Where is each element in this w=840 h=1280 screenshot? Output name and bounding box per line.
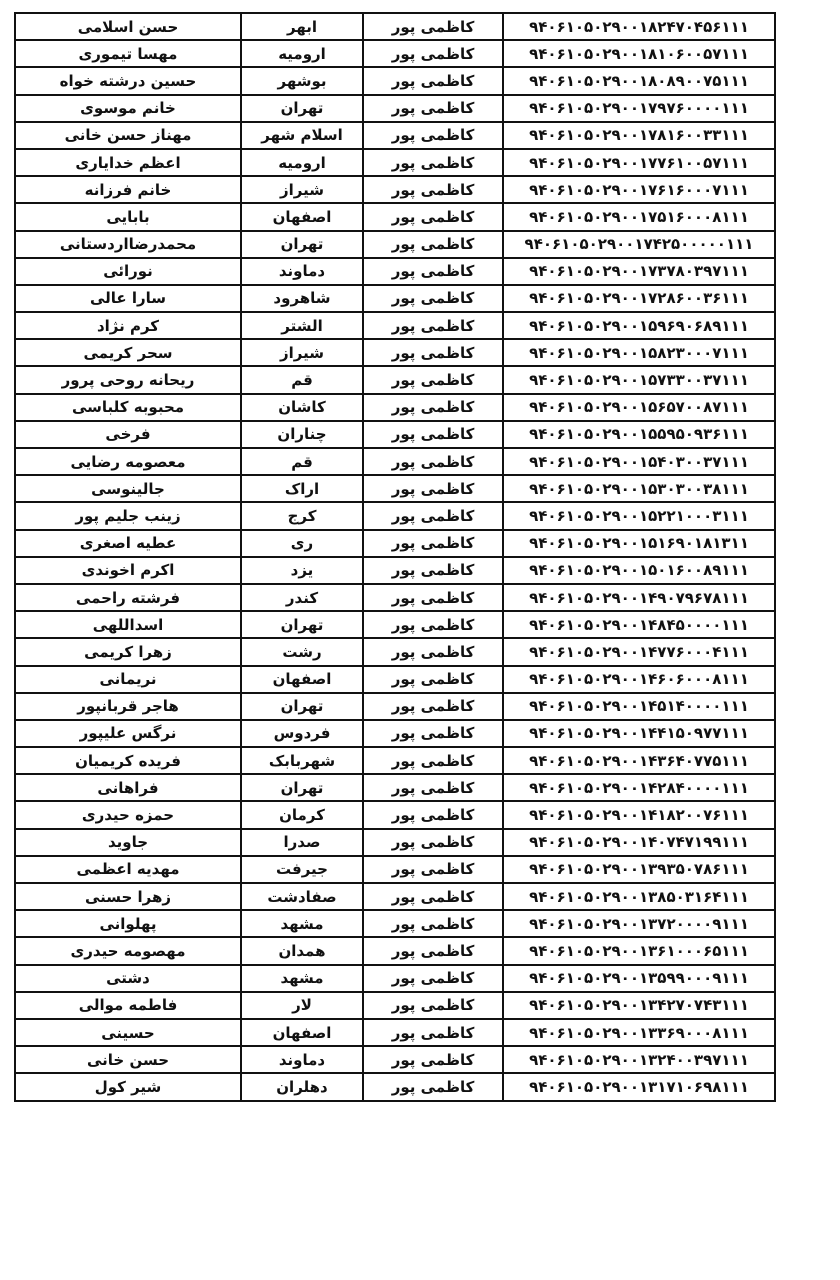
name-cell: اسداللهی [15, 611, 241, 638]
code-cell: ۹۴۰۶۱۰۵۰۲۹۰۰۱۴۰۷۴۷۱۹۹۱۱۱ [503, 829, 775, 856]
name-cell: حمزه حیدری [15, 801, 241, 828]
city-cell: کرمان [241, 801, 363, 828]
code-cell: ۹۴۰۶۱۰۵۰۲۹۰۰۱۷۹۷۶۰۰۰۰۱۱۱ [503, 95, 775, 122]
name-cell: اعظم خدایاری [15, 149, 241, 176]
surname-cell: کاظمی پور [363, 258, 503, 285]
name-cell: جاوید [15, 829, 241, 856]
table-row [15, 666, 775, 693]
surname-cell: کاظمی پور [363, 95, 503, 122]
surname-cell: کاظمی پور [363, 394, 503, 421]
code-cell: ۹۴۰۶۱۰۵۰۲۹۰۰۱۵۳۰۳۰۰۳۸۱۱۱ [503, 475, 775, 502]
code-cell: ۹۴۰۶۱۰۵۰۲۹۰۰۱۷۵۱۶۰۰۰۸۱۱۱ [503, 203, 775, 230]
table-row [15, 1073, 775, 1100]
city-cell: اسلام شهر [241, 122, 363, 149]
city-cell: مشهد [241, 965, 363, 992]
name-cell: نریمانی [15, 666, 241, 693]
city-cell: فردوس [241, 720, 363, 747]
table-row [15, 801, 775, 828]
code-cell: ۹۴۰۶۱۰۵۰۲۹۰۰۱۳۸۵۰۳۱۶۴۱۱۱ [503, 883, 775, 910]
city-cell: یزد [241, 557, 363, 584]
surname-cell: کاظمی پور [363, 720, 503, 747]
table-row [15, 149, 775, 176]
surname-cell: کاظمی پور [363, 176, 503, 203]
name-cell: سحر کریمی [15, 339, 241, 366]
name-cell: محبوبه کلباسی [15, 394, 241, 421]
name-cell: عطیه اصغری [15, 530, 241, 557]
table-row [15, 285, 775, 312]
city-cell: صفادشت [241, 883, 363, 910]
name-cell: حسن خانی [15, 1046, 241, 1073]
records-table-body [15, 13, 775, 1101]
surname-cell: کاظمی پور [363, 584, 503, 611]
name-cell: محمدرضااردستانی [15, 231, 241, 258]
surname-cell: کاظمی پور [363, 475, 503, 502]
name-cell: خانم موسوی [15, 95, 241, 122]
code-cell: ۹۴۰۶۱۰۵۰۲۹۰۰۱۴۷۷۶۰۰۰۴۱۱۱ [503, 638, 775, 665]
city-cell: تهران [241, 95, 363, 122]
code-cell: ۹۴۰۶۱۰۵۰۲۹۰۰۱۷۴۲۵۰۰۰۰۰۱۱۱ [503, 231, 775, 258]
surname-cell: کاظمی پور [363, 231, 503, 258]
surname-cell: کاظمی پور [363, 502, 503, 529]
table-row [15, 965, 775, 992]
surname-cell: کاظمی پور [363, 883, 503, 910]
code-cell: ۹۴۰۶۱۰۵۰۲۹۰۰۱۳۴۲۷۰۷۴۳۱۱۱ [503, 992, 775, 1019]
city-cell: تهران [241, 693, 363, 720]
surname-cell: کاظمی پور [363, 747, 503, 774]
surname-cell: کاظمی پور [363, 285, 503, 312]
name-cell: هاجر قربانپور [15, 693, 241, 720]
city-cell: رشت [241, 638, 363, 665]
surname-cell: کاظمی پور [363, 801, 503, 828]
code-cell: ۹۴۰۶۱۰۵۰۲۹۰۰۱۴۸۴۵۰۰۰۰۱۱۱ [503, 611, 775, 638]
code-cell: ۹۴۰۶۱۰۵۰۲۹۰۰۱۳۹۳۵۰۷۸۶۱۱۱ [503, 856, 775, 883]
code-cell: ۹۴۰۶۱۰۵۰۲۹۰۰۱۵۸۲۳۰۰۰۷۱۱۱ [503, 339, 775, 366]
city-cell: تهران [241, 774, 363, 801]
code-cell: ۹۴۰۶۱۰۵۰۲۹۰۰۱۴۳۶۴۰۷۷۵۱۱۱ [503, 747, 775, 774]
table-row [15, 475, 775, 502]
city-cell: همدان [241, 937, 363, 964]
name-cell: مهسا تیموری [15, 40, 241, 67]
name-cell: فرشته راحمی [15, 584, 241, 611]
city-cell: جیرفت [241, 856, 363, 883]
surname-cell: کاظمی پور [363, 421, 503, 448]
code-cell: ۹۴۰۶۱۰۵۰۲۹۰۰۱۳۳۶۹۰۰۰۸۱۱۱ [503, 1019, 775, 1046]
code-cell: ۹۴۰۶۱۰۵۰۲۹۰۰۱۳۵۹۹۰۰۰۹۱۱۱ [503, 965, 775, 992]
name-cell: نورائی [15, 258, 241, 285]
city-cell: اصفهان [241, 203, 363, 230]
code-cell: ۹۴۰۶۱۰۵۰۲۹۰۰۱۴۲۸۴۰۰۰۰۱۱۱ [503, 774, 775, 801]
name-cell: زهرا حسنی [15, 883, 241, 910]
name-cell: سارا عالی [15, 285, 241, 312]
code-cell: ۹۴۰۶۱۰۵۰۲۹۰۰۱۴۱۸۲۰۰۷۶۱۱۱ [503, 801, 775, 828]
surname-cell: کاظمی پور [363, 856, 503, 883]
city-cell: کرج [241, 502, 363, 529]
table-row [15, 829, 775, 856]
code-cell: ۹۴۰۶۱۰۵۰۲۹۰۰۱۵۴۰۳۰۰۳۷۱۱۱ [503, 448, 775, 475]
table-row [15, 1046, 775, 1073]
code-cell: ۹۴۰۶۱۰۵۰۲۹۰۰۱۵۹۶۹۰۶۸۹۱۱۱ [503, 312, 775, 339]
code-cell: ۹۴۰۶۱۰۵۰۲۹۰۰۱۳۱۷۱۰۶۹۸۱۱۱ [503, 1073, 775, 1100]
city-cell: ابهر [241, 13, 363, 40]
table-row [15, 394, 775, 421]
table-row [15, 856, 775, 883]
surname-cell: کاظمی پور [363, 693, 503, 720]
name-cell: فریده کریمیان [15, 747, 241, 774]
code-cell: ۹۴۰۶۱۰۵۰۲۹۰۰۱۵۰۱۶۰۰۸۹۱۱۱ [503, 557, 775, 584]
name-cell: زینب جلیم پور [15, 502, 241, 529]
name-cell: حسینی [15, 1019, 241, 1046]
code-cell: ۹۴۰۶۱۰۵۰۲۹۰۰۱۳۶۱۰۰۰۶۵۱۱۱ [503, 937, 775, 964]
name-cell: خانم فرزانه [15, 176, 241, 203]
surname-cell: کاظمی پور [363, 937, 503, 964]
name-cell: فاطمه موالی [15, 992, 241, 1019]
surname-cell: کاظمی پور [363, 1019, 503, 1046]
surname-cell: کاظمی پور [363, 666, 503, 693]
city-cell: دهلران [241, 1073, 363, 1100]
table-row [15, 584, 775, 611]
surname-cell: کاظمی پور [363, 774, 503, 801]
code-cell: ۹۴۰۶۱۰۵۰۲۹۰۰۱۷۷۶۱۰۰۵۷۱۱۱ [503, 149, 775, 176]
city-cell: چناران [241, 421, 363, 448]
code-cell: ۹۴۰۶۱۰۵۰۲۹۰۰۱۵۷۳۳۰۰۳۷۱۱۱ [503, 366, 775, 393]
code-cell: ۹۴۰۶۱۰۵۰۲۹۰۰۱۳۲۴۰۰۳۹۷۱۱۱ [503, 1046, 775, 1073]
records-table [14, 12, 776, 1102]
table-row [15, 448, 775, 475]
table-row [15, 122, 775, 149]
table-row [15, 203, 775, 230]
city-cell: شیراز [241, 176, 363, 203]
city-cell: شاهرود [241, 285, 363, 312]
name-cell: فرخی [15, 421, 241, 448]
city-cell: لار [241, 992, 363, 1019]
name-cell: اکرم اخوندی [15, 557, 241, 584]
city-cell: ری [241, 530, 363, 557]
table-row [15, 611, 775, 638]
code-cell: ۹۴۰۶۱۰۵۰۲۹۰۰۱۴۴۱۵۰۹۷۷۱۱۱ [503, 720, 775, 747]
city-cell: شهربابک [241, 747, 363, 774]
code-cell: ۹۴۰۶۱۰۵۰۲۹۰۰۱۷۶۱۶۰۰۰۷۱۱۱ [503, 176, 775, 203]
table-row [15, 1019, 775, 1046]
records-sheet [14, 12, 774, 1102]
code-cell: ۹۴۰۶۱۰۵۰۲۹۰۰۱۵۶۵۷۰۰۸۷۱۱۱ [503, 394, 775, 421]
table-row [15, 502, 775, 529]
code-cell: ۹۴۰۶۱۰۵۰۲۹۰۰۱۸۰۸۹۰۰۷۵۱۱۱ [503, 67, 775, 94]
table-row [15, 937, 775, 964]
code-cell: ۹۴۰۶۱۰۵۰۲۹۰۰۱۷۲۸۶۰۰۳۶۱۱۱ [503, 285, 775, 312]
code-cell: ۹۴۰۶۱۰۵۰۲۹۰۰۱۵۱۶۹۰۱۸۱۳۱۱ [503, 530, 775, 557]
surname-cell: کاظمی پور [363, 638, 503, 665]
table-row [15, 638, 775, 665]
table-row [15, 747, 775, 774]
city-cell: ارومیه [241, 149, 363, 176]
table-row [15, 992, 775, 1019]
name-cell: شیر کول [15, 1073, 241, 1100]
city-cell: قم [241, 366, 363, 393]
table-row [15, 339, 775, 366]
surname-cell: کاظمی پور [363, 1073, 503, 1100]
city-cell: دماوند [241, 1046, 363, 1073]
surname-cell: کاظمی پور [363, 557, 503, 584]
surname-cell: کاظمی پور [363, 122, 503, 149]
city-cell: بوشهر [241, 67, 363, 94]
surname-cell: کاظمی پور [363, 611, 503, 638]
city-cell: کندر [241, 584, 363, 611]
surname-cell: کاظمی پور [363, 203, 503, 230]
table-row [15, 95, 775, 122]
name-cell: حسن اسلامی [15, 13, 241, 40]
name-cell: مهصومه حیدری [15, 937, 241, 964]
name-cell: جالینوسی [15, 475, 241, 502]
name-cell: مهدیه اعظمی [15, 856, 241, 883]
surname-cell: کاظمی پور [363, 965, 503, 992]
name-cell: حسین درشته خواه [15, 67, 241, 94]
table-row [15, 258, 775, 285]
city-cell: شیراز [241, 339, 363, 366]
table-row [15, 693, 775, 720]
city-cell: اراک [241, 475, 363, 502]
table-row [15, 557, 775, 584]
surname-cell: کاظمی پور [363, 13, 503, 40]
code-cell: ۹۴۰۶۱۰۵۰۲۹۰۰۱۴۶۰۶۰۰۰۸۱۱۱ [503, 666, 775, 693]
table-row [15, 13, 775, 40]
city-cell: کاشان [241, 394, 363, 421]
name-cell: فراهانی [15, 774, 241, 801]
surname-cell: کاظمی پور [363, 530, 503, 557]
code-cell: ۹۴۰۶۱۰۵۰۲۹۰۰۱۸۲۴۷۰۴۵۶۱۱۱ [503, 13, 775, 40]
table-row [15, 883, 775, 910]
table-row [15, 366, 775, 393]
surname-cell: کاظمی پور [363, 910, 503, 937]
city-cell: مشهد [241, 910, 363, 937]
table-row [15, 720, 775, 747]
code-cell: ۹۴۰۶۱۰۵۰۲۹۰۰۱۵۲۲۱۰۰۰۳۱۱۱ [503, 502, 775, 529]
city-cell: صدرا [241, 829, 363, 856]
table-row [15, 176, 775, 203]
surname-cell: کاظمی پور [363, 312, 503, 339]
city-cell: دماوند [241, 258, 363, 285]
surname-cell: کاظمی پور [363, 1046, 503, 1073]
table-row [15, 231, 775, 258]
table-row [15, 312, 775, 339]
code-cell: ۹۴۰۶۱۰۵۰۲۹۰۰۱۷۸۱۶۰۰۳۳۱۱۱ [503, 122, 775, 149]
city-cell: الشتر [241, 312, 363, 339]
surname-cell: کاظمی پور [363, 40, 503, 67]
table-row [15, 910, 775, 937]
city-cell: اصفهان [241, 666, 363, 693]
name-cell: کرم نژاد [15, 312, 241, 339]
code-cell: ۹۴۰۶۱۰۵۰۲۹۰۰۱۳۷۲۰۰۰۰۹۱۱۱ [503, 910, 775, 937]
name-cell: معصومه رضایی [15, 448, 241, 475]
surname-cell: کاظمی پور [363, 829, 503, 856]
surname-cell: کاظمی پور [363, 339, 503, 366]
table-row [15, 421, 775, 448]
city-cell: ارومیه [241, 40, 363, 67]
surname-cell: کاظمی پور [363, 448, 503, 475]
city-cell: تهران [241, 611, 363, 638]
name-cell: ریحانه روحی پرور [15, 366, 241, 393]
city-cell: اصفهان [241, 1019, 363, 1046]
table-row [15, 774, 775, 801]
surname-cell: کاظمی پور [363, 67, 503, 94]
city-cell: قم [241, 448, 363, 475]
name-cell: زهرا کریمی [15, 638, 241, 665]
table-row [15, 67, 775, 94]
city-cell: تهران [241, 231, 363, 258]
name-cell: بابایی [15, 203, 241, 230]
surname-cell: کاظمی پور [363, 366, 503, 393]
name-cell: مهناز حسن خانی [15, 122, 241, 149]
table-row [15, 530, 775, 557]
code-cell: ۹۴۰۶۱۰۵۰۲۹۰۰۱۴۵۱۴۰۰۰۰۱۱۱ [503, 693, 775, 720]
surname-cell: کاظمی پور [363, 992, 503, 1019]
name-cell: دشتی [15, 965, 241, 992]
code-cell: ۹۴۰۶۱۰۵۰۲۹۰۰۱۵۵۹۵۰۹۳۶۱۱۱ [503, 421, 775, 448]
code-cell: ۹۴۰۶۱۰۵۰۲۹۰۰۱۸۱۰۶۰۰۵۷۱۱۱ [503, 40, 775, 67]
name-cell: پهلوانی [15, 910, 241, 937]
table-row [15, 40, 775, 67]
name-cell: نرگس علیپور [15, 720, 241, 747]
surname-cell: کاظمی پور [363, 149, 503, 176]
code-cell: ۹۴۰۶۱۰۵۰۲۹۰۰۱۴۹۰۷۹۶۷۸۱۱۱ [503, 584, 775, 611]
code-cell: ۹۴۰۶۱۰۵۰۲۹۰۰۱۷۳۷۸۰۳۹۷۱۱۱ [503, 258, 775, 285]
